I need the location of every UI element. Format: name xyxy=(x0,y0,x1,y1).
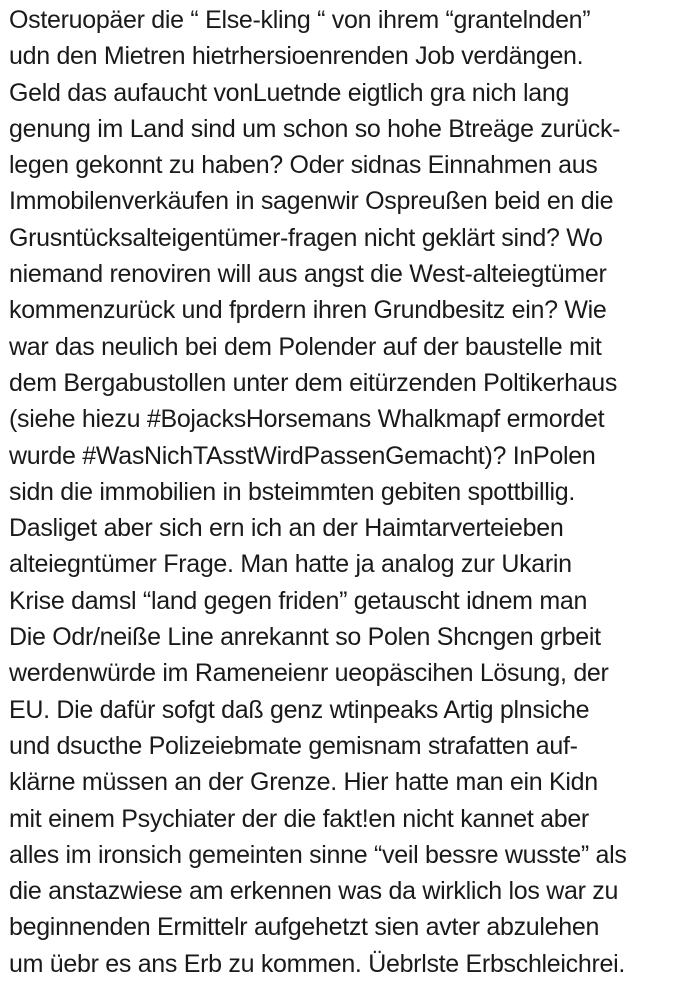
body-text xyxy=(9,2,678,982)
text-line: genung im Land sind um schon so hohe Btreäge zurück- xyxy=(9,114,621,143)
text-line: kommenzurück und fprdern ihren Grundbesitz ein? Wie xyxy=(9,296,607,325)
text-line: und dsucthe Polizeiebmate gemisnam strafatten auf- xyxy=(9,731,578,760)
text-line: Dasliget aber sich ern ich an der Haimtarverteieben xyxy=(9,514,564,543)
text-line: sidn die immobilien in bsteimmten gebiten spottbillig. xyxy=(9,477,576,506)
text-line: alles im ironsich gemeinten sinne “veil bessre wusste” als xyxy=(9,840,627,869)
text-line: EU. Die dafür sofgt daß genz wtinpeaks Artig plnsiche xyxy=(9,695,590,724)
text-line: Grusntücksalteigentümer-fragen nicht geklärt sind? Wo xyxy=(9,223,603,252)
text-line: legen gekonnt zu haben? Oder sidnas Einnahmen aus xyxy=(9,151,598,180)
text-line: um üebr es ans Erb zu kommen. Üebrlste Erbschleichrei. xyxy=(9,949,626,978)
text-line: Die Odr/neiße Line anrekannt so Polen Shcngen grbeit xyxy=(9,623,601,652)
text-line: klärne müssen an der Grenze. Hier hatte man ein Kidn xyxy=(9,768,598,797)
text-line: war das neulich bei dem Polender auf der baustelle mit xyxy=(9,332,602,361)
text-line: Geld das aufaucht vonLuetnde eigtlich gra nich lang xyxy=(9,78,570,107)
text-line: udn den Mietren hietrhersioenrenden Job verdängen. xyxy=(9,42,584,71)
text-line: mit einem Psychiater der die fakt!en nicht kannet aber xyxy=(9,804,589,833)
text-line: dem Bergabustollen unter dem eitürzenden Poltikerhaus xyxy=(9,368,618,397)
text-line: Osteruopäer die “ Else-kling “ von ihrem “grantelnden” xyxy=(9,6,591,34)
text-line: niemand renoviren will aus angst die West-alteiegtümer xyxy=(9,260,607,289)
text-line: wurde #WasNichTAsstWirdPassenGemacht)? InPolen xyxy=(9,441,596,470)
text-line: beginnenden Ermittelr aufgehetzt sien avter abzulehen xyxy=(9,913,600,942)
text-line: Immobilenverkäufen in sagenwir Ospreußen beid en die xyxy=(9,187,614,216)
text-line: werdenwürde im Rameneienr ueopäscihen Lösung, der xyxy=(9,659,609,688)
text-line: alteiegntümer Frage. Man hatte ja analog zur Ukarin xyxy=(9,550,572,579)
text-line: Krise damsl “land gegen friden” getauscht idnem man xyxy=(9,586,588,615)
text-line: die anstazwiese am erkennen was da wirklich los war zu xyxy=(9,877,619,906)
text-line: (siehe hiezu #BojacksHorsemans Whalkmapf ermordet xyxy=(9,405,605,434)
